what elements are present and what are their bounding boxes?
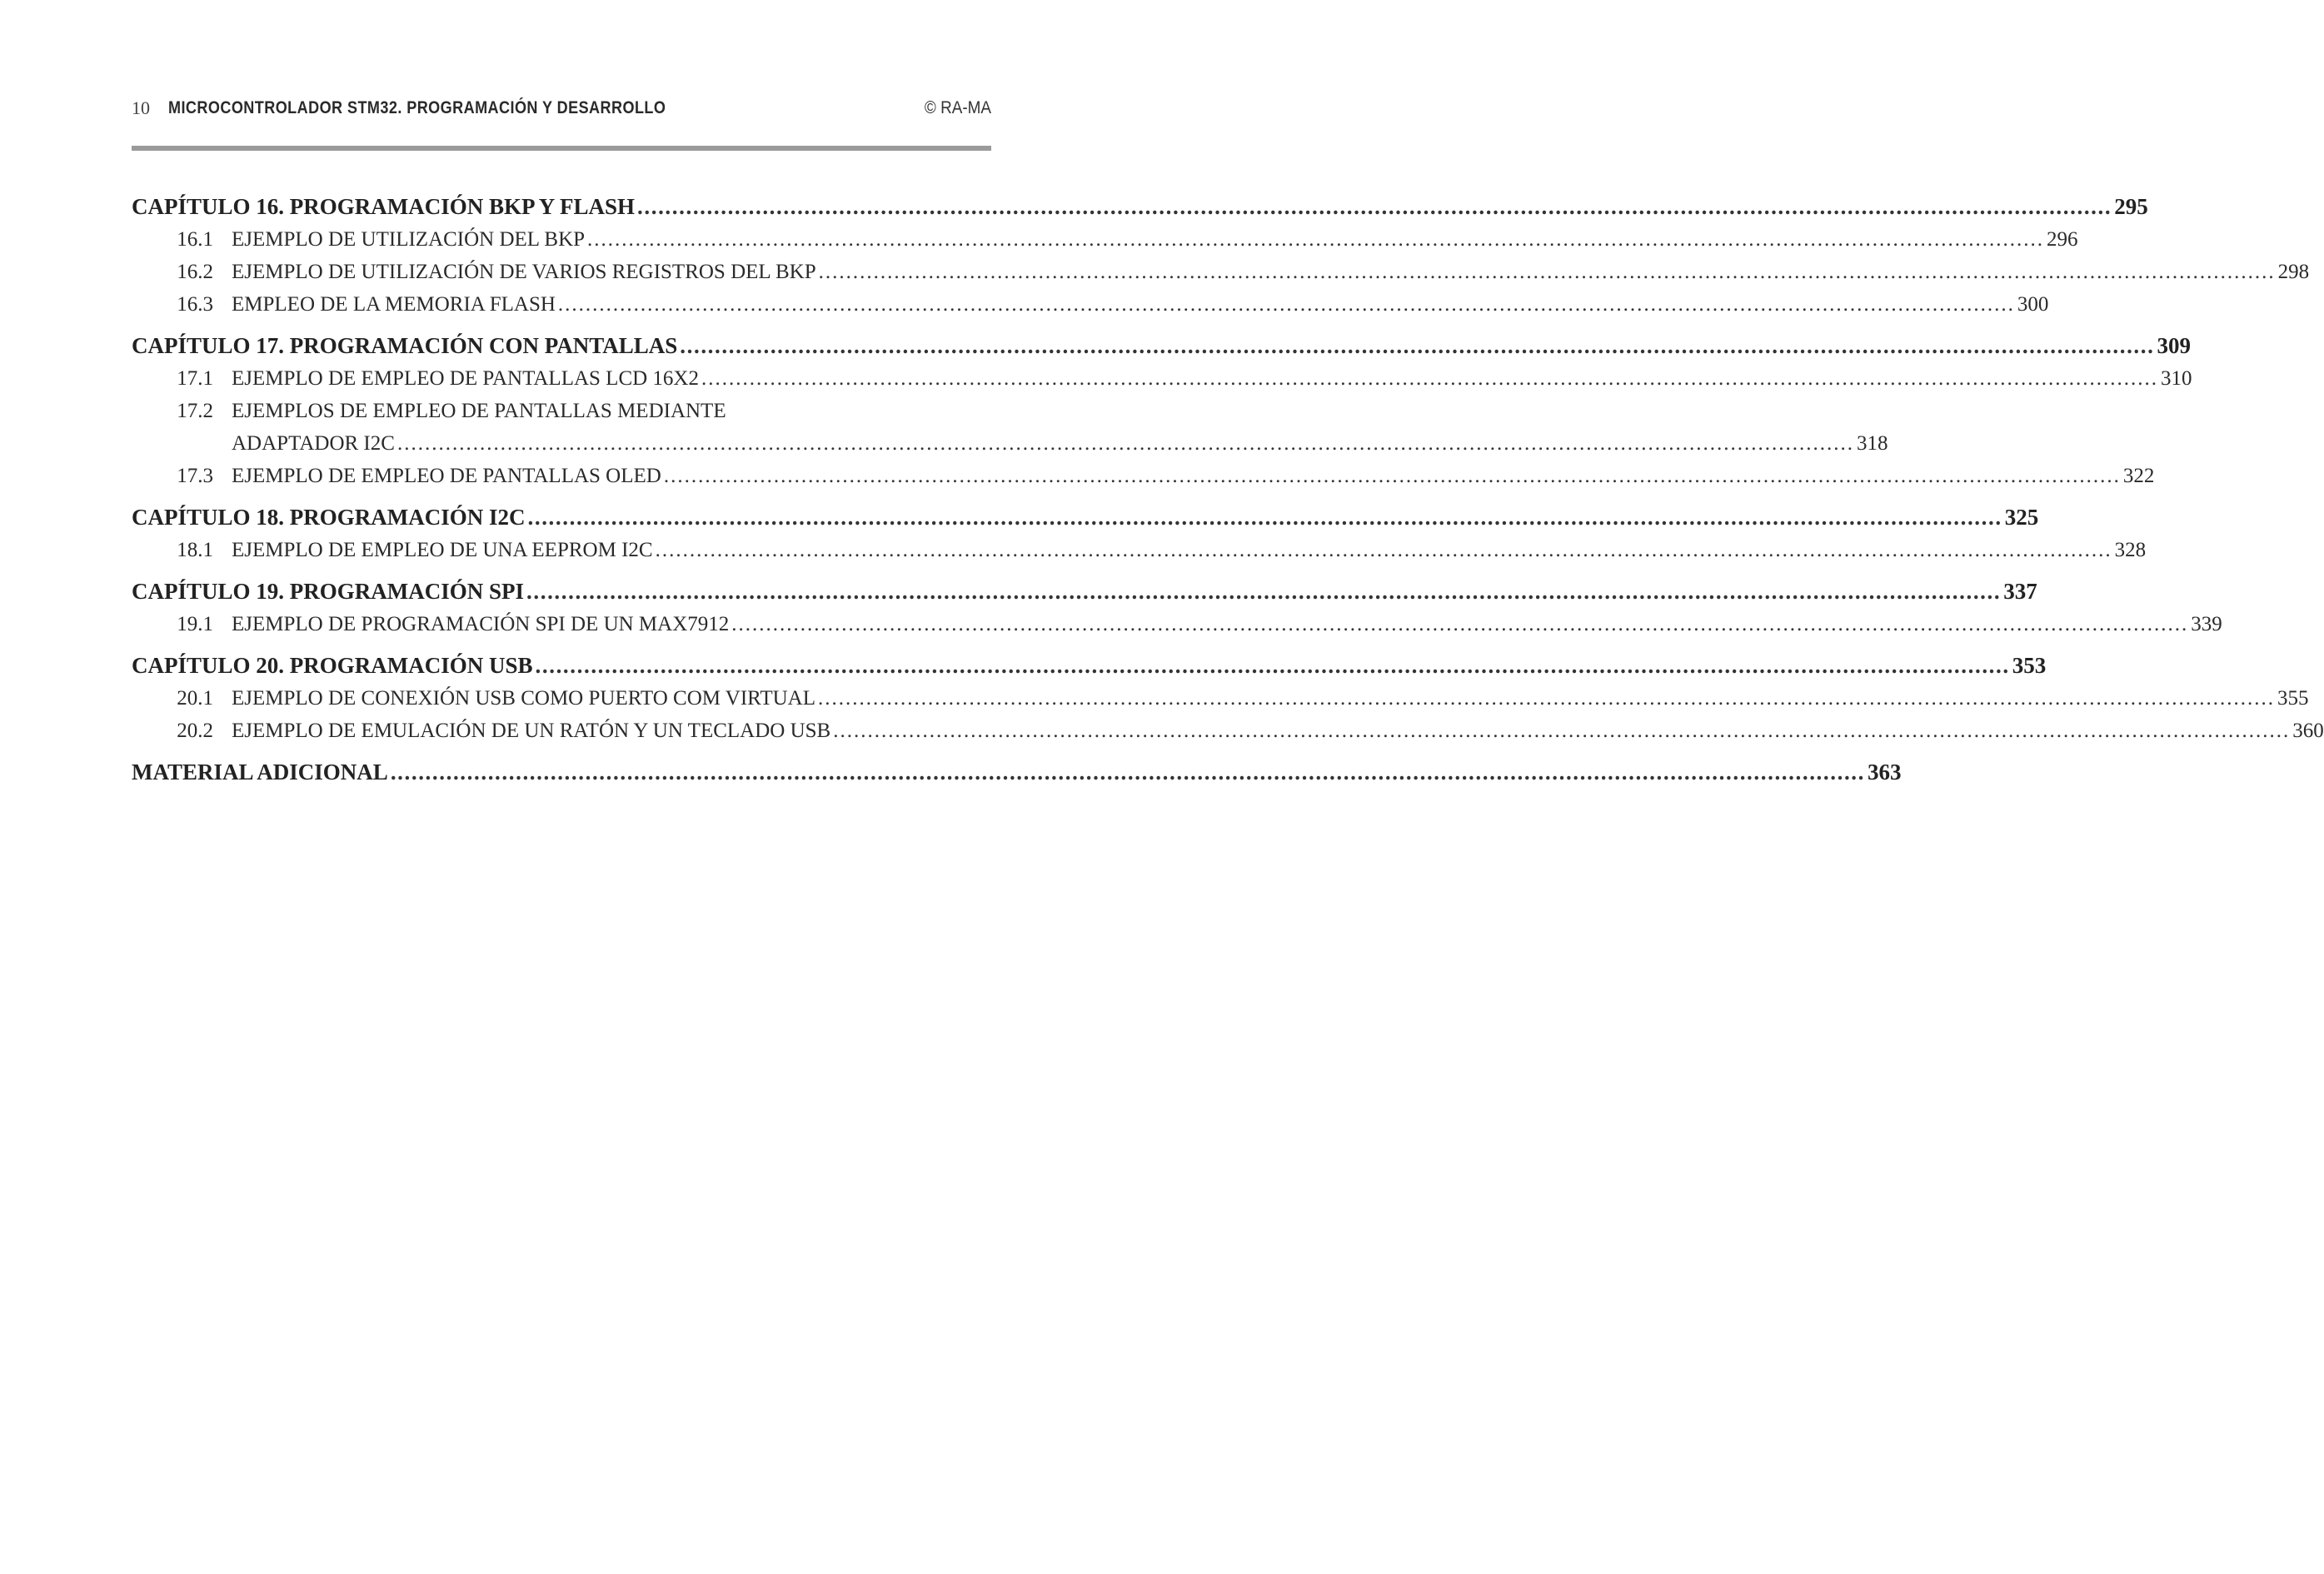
section-page-number: 298 bbox=[2277, 261, 2310, 283]
section-body bbox=[232, 534, 2146, 566]
running-header bbox=[132, 93, 991, 123]
section-title: EJEMPLO DE PROGRAMACIÓN SPI DE UN MAX7912 bbox=[232, 613, 730, 635]
dot-leader bbox=[558, 288, 2015, 321]
section-title: EJEMPLO DE UTILIZACIÓN DE VARIOS REGISTROS DEL BKP bbox=[232, 261, 816, 283]
section-entry bbox=[132, 682, 2309, 715]
section-body bbox=[232, 395, 1888, 460]
dot-leader bbox=[731, 608, 2188, 640]
section-line bbox=[232, 223, 2078, 256]
section-title: EMPLEO DE LA MEMORIA FLASH bbox=[232, 293, 556, 316]
chapter-entry bbox=[132, 190, 2148, 223]
page-number: 10 bbox=[132, 97, 150, 118]
section-line bbox=[232, 256, 2309, 288]
section-title: ADAPTADOR I2C bbox=[232, 432, 395, 455]
toc-chapter bbox=[132, 755, 1902, 789]
section-number: 16.2 bbox=[177, 261, 213, 283]
dot-leader bbox=[536, 649, 2010, 682]
chapter-title: MATERIAL ADICIONAL bbox=[132, 760, 388, 785]
section-line bbox=[232, 288, 2048, 321]
section-line bbox=[232, 534, 2146, 566]
section-entry bbox=[132, 395, 1888, 460]
toc-chapter bbox=[132, 501, 2147, 566]
chapter-entry bbox=[132, 329, 2191, 362]
section-number: 17.1 bbox=[177, 367, 213, 390]
section-number: 16.1 bbox=[177, 228, 213, 251]
section-body bbox=[232, 256, 2309, 288]
chapter-entry bbox=[132, 575, 2037, 608]
section-body bbox=[232, 460, 2154, 492]
section-number: 19.1 bbox=[177, 613, 213, 635]
section-body bbox=[232, 608, 2222, 640]
section-entry bbox=[132, 288, 2049, 321]
section-line bbox=[232, 682, 2308, 715]
section-body bbox=[232, 715, 2324, 747]
dot-leader bbox=[819, 256, 2276, 288]
section-entry bbox=[132, 223, 2078, 256]
dot-leader bbox=[528, 501, 2002, 534]
dot-leader bbox=[701, 362, 2158, 395]
section-number: 17.3 bbox=[177, 465, 213, 487]
section-line bbox=[232, 362, 2192, 395]
book-title: MICROCONTROLADOR STM32. PROGRAMACIÓN Y DESARROLLO bbox=[168, 98, 666, 117]
chapter-page-number: 295 bbox=[2114, 194, 2148, 219]
section-title: EJEMPLO DE EMPLEO DE PANTALLAS OLED bbox=[232, 465, 661, 487]
dot-leader bbox=[818, 682, 2275, 715]
dot-leader bbox=[664, 460, 2121, 492]
section-page-number: 328 bbox=[2114, 539, 2147, 561]
dot-leader bbox=[656, 534, 2112, 566]
dot-leader bbox=[391, 755, 1865, 789]
section-line bbox=[232, 427, 1888, 460]
section-page-number: 339 bbox=[2191, 613, 2222, 635]
section-page-number: 318 bbox=[1856, 432, 1888, 455]
chapter-title: CAPÍTULO 16. PROGRAMACIÓN BKP Y FLASH bbox=[132, 194, 636, 219]
section-number: 17.2 bbox=[177, 400, 213, 422]
section-number: 16.3 bbox=[177, 293, 213, 316]
chapter-title: CAPÍTULO 19. PROGRAMACIÓN SPI bbox=[132, 579, 525, 604]
section-body bbox=[232, 682, 2308, 715]
toc-chapter bbox=[132, 575, 2222, 640]
section-title: EJEMPLO DE EMPLEO DE UNA EEPROM I2C bbox=[232, 539, 653, 561]
section-body bbox=[232, 223, 2078, 256]
chapter-page-number: 363 bbox=[1868, 760, 1902, 785]
section-title: EJEMPLO DE EMULACIÓN DE UN RATÓN Y UN TECLADO USB bbox=[232, 720, 831, 742]
dot-leader bbox=[587, 223, 2044, 256]
section-number: 20.2 bbox=[177, 720, 213, 742]
publisher-copyright: © RA-MA bbox=[924, 98, 991, 117]
chapter-page-number: 309 bbox=[2157, 333, 2191, 358]
toc-chapter bbox=[132, 190, 2310, 321]
section-entry bbox=[132, 460, 2155, 492]
section-title: EJEMPLO DE UTILIZACIÓN DEL BKP bbox=[232, 228, 586, 251]
chapter-page-number: 325 bbox=[2004, 505, 2039, 530]
chapter-page-number: 337 bbox=[2003, 579, 2037, 604]
dot-leader bbox=[680, 329, 2154, 362]
section-page-number: 296 bbox=[2047, 228, 2078, 251]
chapter-title: CAPÍTULO 18. PROGRAMACIÓN I2C bbox=[132, 505, 526, 530]
section-entry bbox=[132, 256, 2310, 288]
section-title: EJEMPLO DE CONEXIÓN USB COMO PUERTO COM VIRTUAL bbox=[232, 687, 815, 710]
header-divider bbox=[132, 146, 991, 151]
section-page-number: 322 bbox=[2122, 465, 2155, 487]
dot-leader bbox=[637, 190, 2112, 223]
section-entry bbox=[132, 608, 2222, 640]
toc-chapter bbox=[132, 329, 2192, 492]
section-page-number: 300 bbox=[2017, 293, 2049, 316]
dot-leader bbox=[833, 715, 2290, 747]
chapter-title: CAPÍTULO 17. PROGRAMACIÓN CON PANTALLAS bbox=[132, 333, 678, 358]
section-number: 18.1 bbox=[177, 539, 213, 561]
section-page-number: 355 bbox=[2277, 687, 2309, 710]
section-page-number: 360 bbox=[2292, 720, 2324, 742]
section-page-number: 310 bbox=[2160, 367, 2192, 390]
section-number: 20.1 bbox=[177, 687, 213, 710]
section-line bbox=[232, 460, 2154, 492]
section-body bbox=[232, 288, 2048, 321]
dot-leader bbox=[397, 427, 1854, 460]
section-title: EJEMPLOS DE EMPLEO DE PANTALLAS MEDIANTE bbox=[232, 400, 726, 422]
section-title: EJEMPLO DE EMPLEO DE PANTALLAS LCD 16X2 bbox=[232, 367, 699, 390]
section-line bbox=[232, 715, 2324, 747]
section-entry bbox=[132, 534, 2147, 566]
chapter-entry bbox=[132, 649, 2047, 682]
toc-chapter bbox=[132, 649, 2324, 747]
chapter-entry bbox=[132, 755, 1902, 789]
dot-leader bbox=[526, 575, 2001, 608]
section-entry bbox=[132, 715, 2324, 747]
section-line bbox=[232, 608, 2222, 640]
chapter-page-number: 353 bbox=[2012, 653, 2047, 678]
section-line bbox=[232, 395, 1888, 427]
section-body bbox=[232, 362, 2192, 395]
chapter-entry bbox=[132, 501, 2039, 534]
chapter-title: CAPÍTULO 20. PROGRAMACIÓN USB bbox=[132, 653, 533, 678]
table-of-contents bbox=[132, 190, 2324, 797]
section-entry bbox=[132, 362, 2192, 395]
